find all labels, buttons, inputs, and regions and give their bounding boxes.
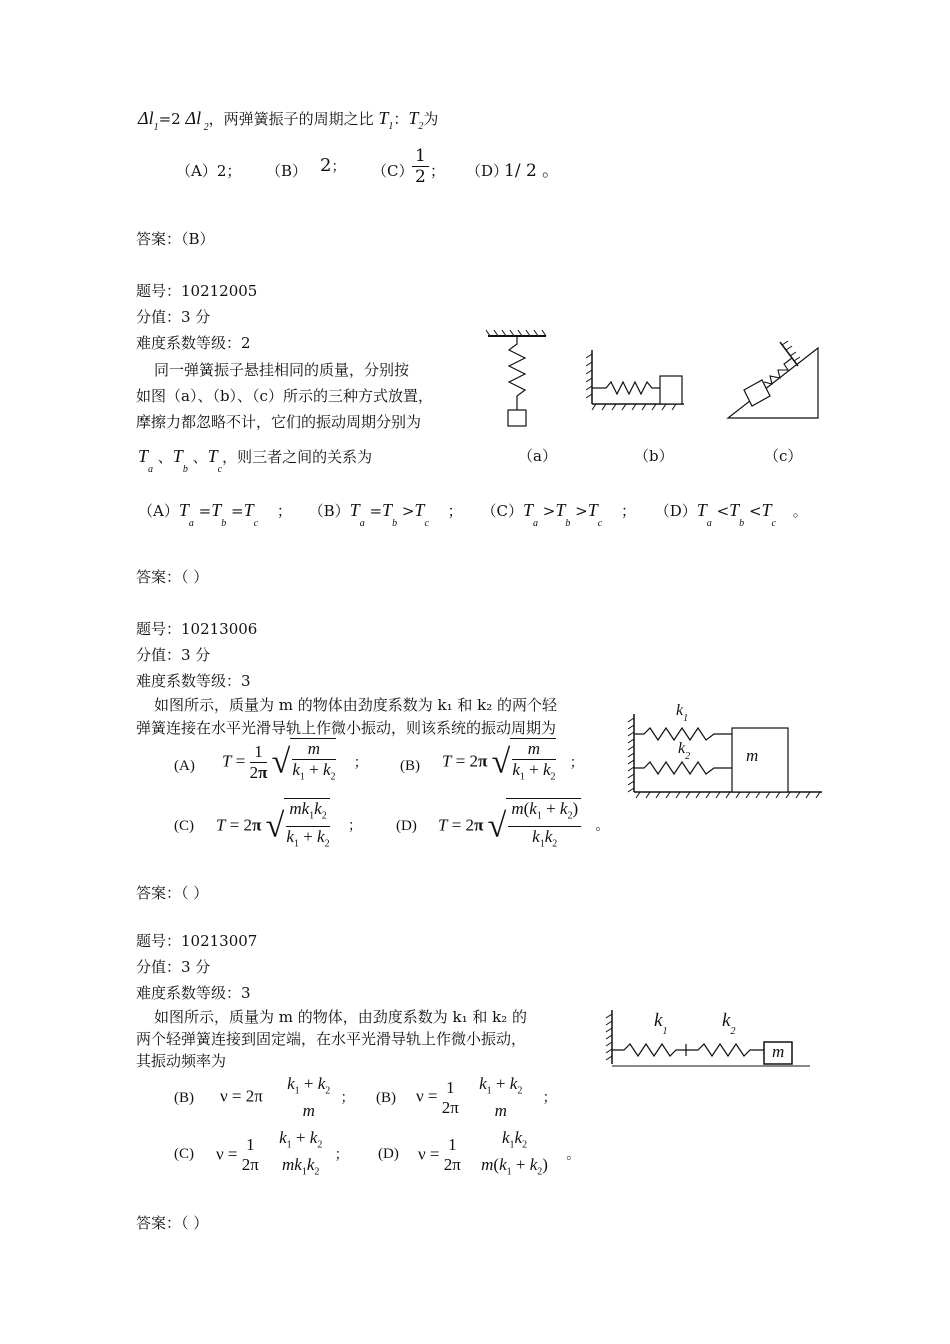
intro-option-b-value: 2；	[320, 155, 346, 176]
q2-fig-mass: m	[746, 746, 759, 765]
q3-stem-line-2: 两个轻弹簧连接到固定端，在水平光滑导轨上作微小振动，	[136, 1030, 527, 1048]
intro-option-c-end: ；	[430, 162, 446, 180]
q3-option-4-formula: ν = 1 2π $k_1k_2$ $m(k_1 + k_2)$ 。	[418, 1128, 581, 1178]
intro-option-d-value: 1/ 2 。	[504, 161, 560, 181]
q1-stem-line-2: 如图（a）、（b）、（c）所示的三种方式放置，	[136, 387, 433, 405]
q3-id: 题号：10213007	[136, 932, 258, 950]
q3-fig-mass: m	[772, 1042, 785, 1061]
figure-c-incline-spring	[722, 338, 822, 424]
q2-stem-line-1: 如图所示，质量为 m 的物体由劲度系数为 k₁ 和 k₂ 的两个轻	[154, 696, 558, 714]
q3-level: 难度系数等级：3	[136, 984, 251, 1002]
intro-option-d: （D）	[466, 162, 509, 180]
q3-answer: 答案：（ ）	[136, 1214, 209, 1232]
q3-fig-k2: $k_2$	[722, 1010, 736, 1037]
q2-fig-k2: $k_2$	[678, 740, 691, 762]
q1-stem-periods: $T_a$ 、$T_b$ 、$T_c$，则三者之间的关系为	[138, 446, 373, 475]
q2-score: 分值：3 分	[136, 646, 211, 664]
q2-option-c-formula: T = 2π √ $\frac{mk_1k_2}{k_1 + k_2}$ ；	[216, 798, 362, 855]
figure-a-hanging-spring	[484, 330, 554, 430]
q3-option-3-formula: ν = 1 2π $k_1 + k_2$ $mk_1k_2$ ；	[216, 1128, 349, 1178]
q3-option-2-formula: ν = 1 2π $k_1 + k_2$ m ；	[416, 1074, 557, 1121]
q1-stem-line-3: 摩擦力都忽略不计，它们的振动周期分别为	[136, 413, 422, 431]
q2-id: 题号：10213006	[136, 620, 258, 638]
q1-level: 难度系数等级：2	[136, 334, 251, 352]
q3-option-1-label: (B)	[174, 1090, 194, 1106]
q2-fig-k1: $k_1$	[676, 702, 689, 724]
q2-option-b-formula: T = 2π √ $\frac{m}{k_1 + k_2}$ ；	[442, 738, 584, 787]
figure-b-horizontal-spring	[586, 348, 686, 410]
q3-option-4-label: (D)	[378, 1146, 399, 1162]
q2-option-d-label: (D)	[396, 818, 417, 834]
figure-b-label: （b）	[634, 447, 674, 465]
q2-level: 难度系数等级：3	[136, 672, 251, 690]
q2-option-c-label: (C)	[174, 818, 194, 834]
intro-option-c: （C）	[372, 162, 414, 180]
q1-stem-line-1: 同一弹簧振子悬挂相同的质量，分别按	[154, 361, 410, 379]
q3-option-3-label: (C)	[174, 1146, 194, 1162]
q3-option-2-label: (B)	[376, 1090, 396, 1106]
q1-options: $(A)T_a =T_b =T_c$ ； $(B)T_a =T_b >T_c$ ； $(C)T_a >T_b >T_c$ ； $(D)T_a <T_b <T_c$ 。	[138, 500, 808, 529]
intro-condition: $\Delta l_1=2$ Δl $_2$，两弹簧振子的周期之比 $T_1$：$T_2$为	[138, 108, 439, 133]
q3-fig-k1: $k_1$	[654, 1010, 668, 1037]
q1-answer: 答案：（ ）	[136, 568, 209, 586]
intro-answer: 答案：（B）	[136, 230, 215, 248]
intro-option-a: （A）2；	[176, 162, 242, 180]
q1-score: 分值：3 分	[136, 308, 211, 326]
q2-option-a-formula: T = $\frac{1}{2\pi}$ √ $\frac{m}{k_1 + k_2}$ ；	[222, 738, 368, 787]
q3-score: 分值：3 分	[136, 958, 211, 976]
q2-option-b-label: (B)	[400, 758, 420, 774]
intro-option-c-fraction: $\frac{1}{2}$	[412, 146, 429, 187]
q2-stem-line-2: 弹簧连接在水平光滑导轨上作微小振动，则该系统的振动周期为	[136, 719, 557, 737]
intro-option-b: （B）	[266, 162, 308, 180]
q3-stem-line-3: 其振动频率为	[136, 1052, 227, 1070]
q3-option-1-formula: ν = 2π $k_1 + k_2$ m ；	[220, 1074, 355, 1121]
q1-id: 题号：10212005	[136, 282, 258, 300]
q2-answer: 答案：（ ）	[136, 884, 209, 902]
q2-option-d-formula: T = 2π √ $\frac{m(k_1 + k_2)}{k_1k_2}$ 。	[438, 798, 609, 855]
q2-parallel-springs-figure	[626, 712, 826, 798]
figure-a-label: （a）	[518, 447, 557, 465]
q3-stem-line-1: 如图所示，质量为 m 的物体，由劲度系数为 k₁ 和 k₂ 的	[154, 1008, 528, 1026]
figure-c-label: （c）	[764, 447, 803, 465]
q2-option-a-label: (A)	[174, 758, 195, 774]
